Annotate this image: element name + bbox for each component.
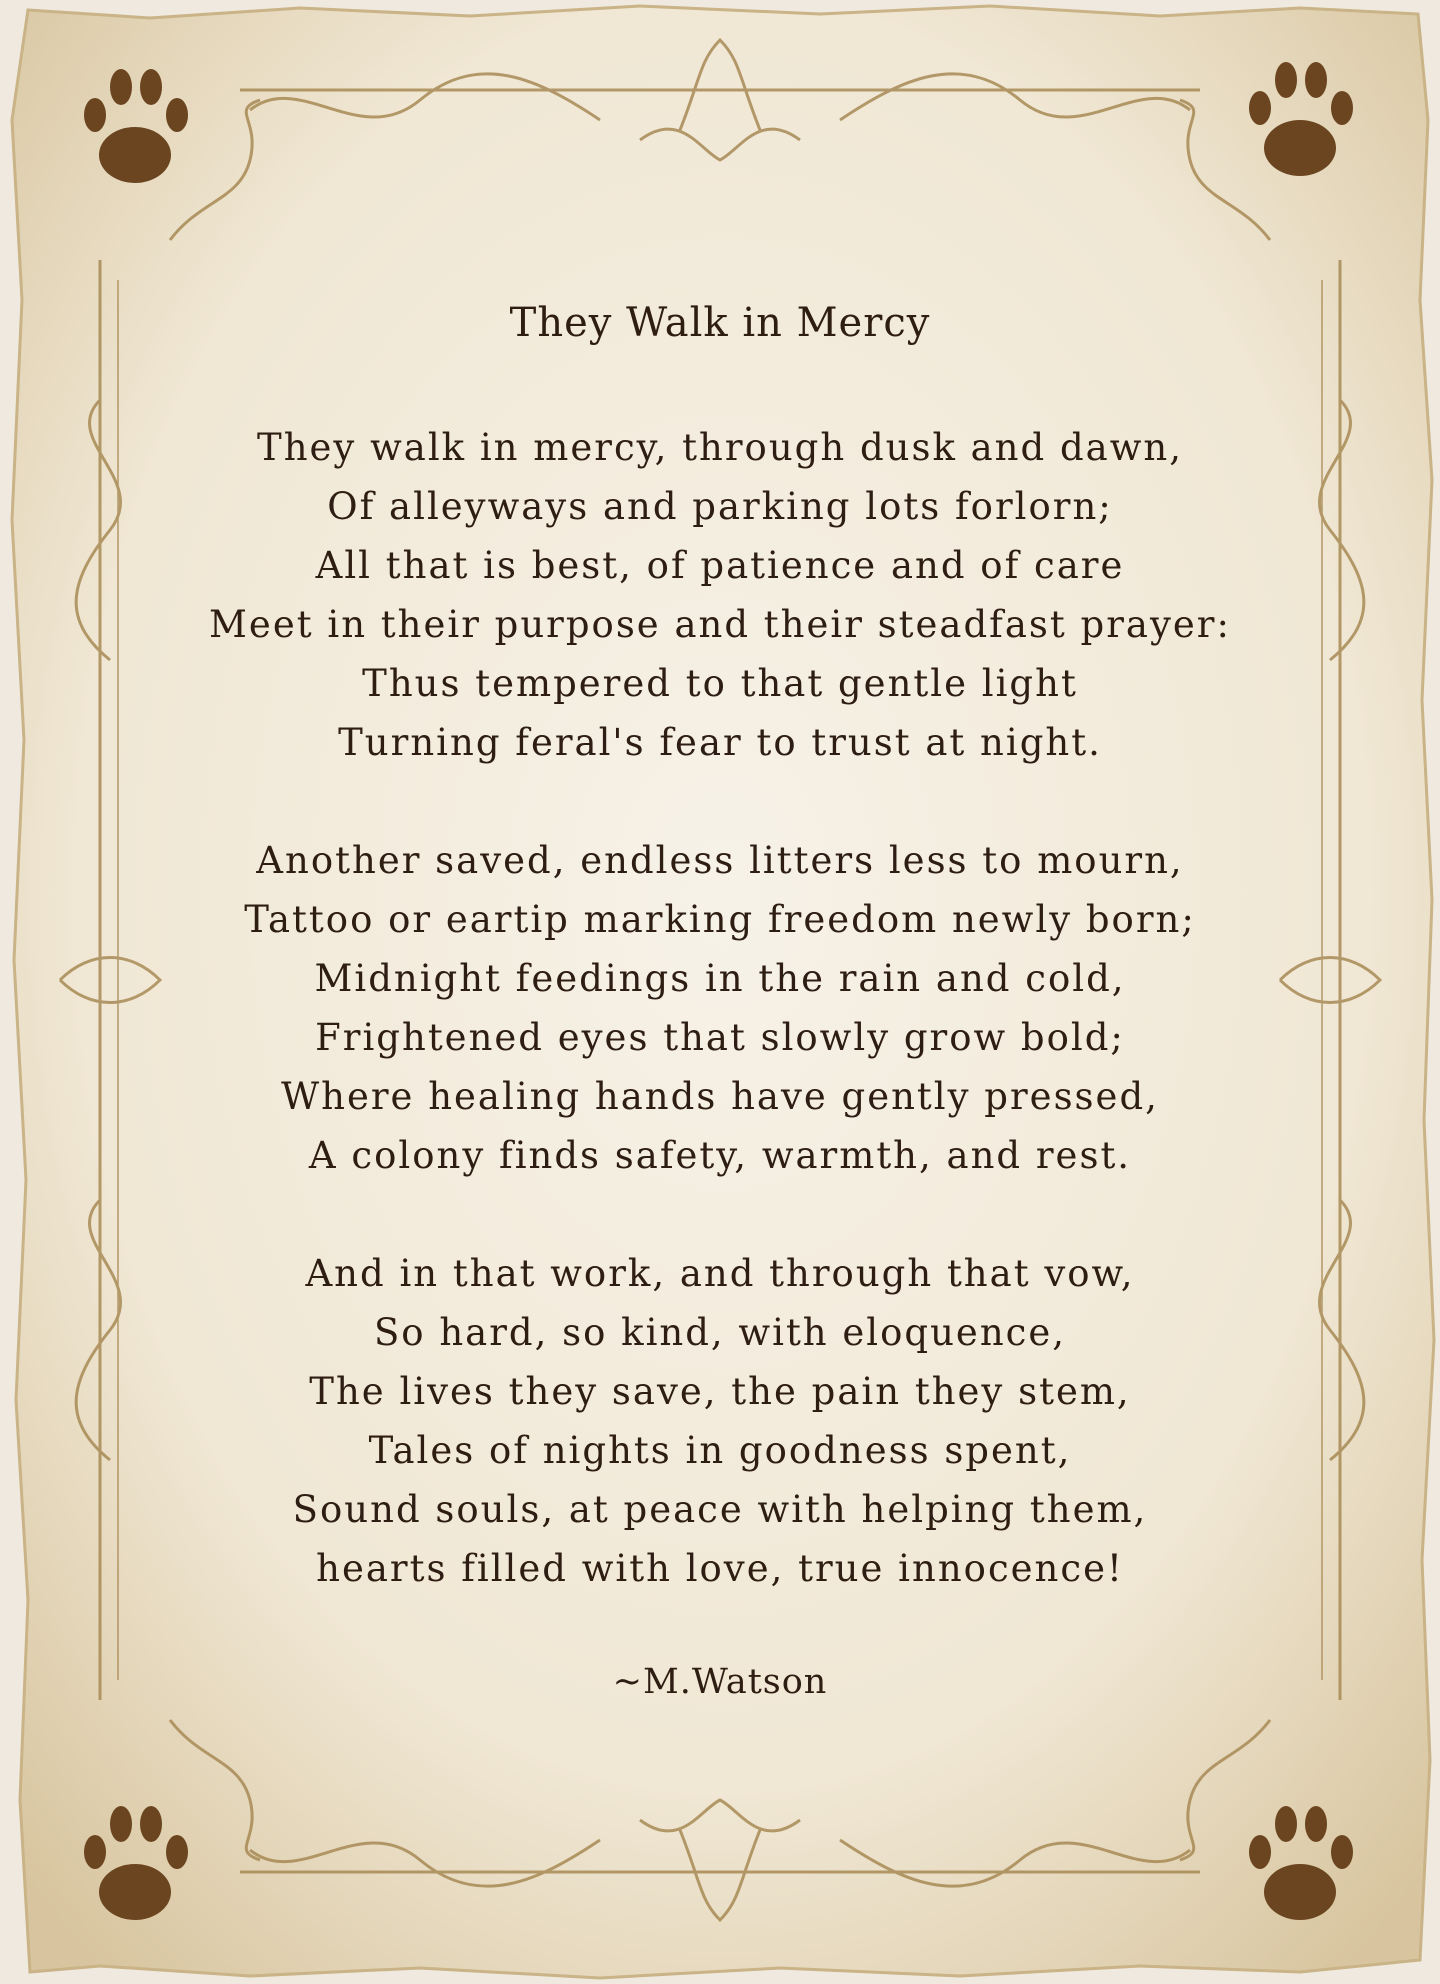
poem-line: Sound souls, at peace with helping them, [292, 1488, 1148, 1531]
poem-line: So hard, so kind, with eloquence, [373, 1311, 1067, 1354]
poem-line: All that is best, of patience and of care [315, 544, 1125, 587]
poem-line: A colony finds safety, warmth, and rest. [308, 1134, 1132, 1177]
poem-line: Frightened eyes that slowly grow bold; [315, 1016, 1125, 1059]
poem-line: Midnight feedings in the rain and cold, [314, 957, 1126, 1000]
stanza-2 [0, 831, 1440, 1185]
poem-line: They walk in mercy, through dusk and dawn, [257, 426, 1183, 469]
poem-line: Another saved, endless litters less to mourn, [256, 839, 1184, 882]
poem-line: Where healing hands have gently pressed, [281, 1075, 1159, 1118]
poem-line: Thus tempered to that gentle light [362, 662, 1078, 705]
poem-title: They Walk in Mercy [509, 300, 931, 346]
poem-line: Tattoo or eartip marking freedom newly born; [244, 898, 1196, 941]
poem-line: hearts filled with love, true innocence! [316, 1547, 1124, 1590]
poem-line: And in that work, and through that vow, [305, 1252, 1135, 1295]
poem-line: Meet in their purpose and their steadfast prayer: [209, 603, 1231, 646]
stanza-3 [0, 1244, 1440, 1598]
poem-line: The lives they save, the pain they stem, [309, 1370, 1131, 1413]
poem-signature: ~M.Watson [612, 1662, 828, 1702]
stanza-1 [0, 418, 1440, 772]
poem-line: Tales of nights in goodness spent, [368, 1429, 1072, 1472]
poem-line: Turning feral's fear to trust at night. [338, 721, 1102, 764]
poem-line: Of alleyways and parking lots forlorn; [327, 485, 1113, 528]
